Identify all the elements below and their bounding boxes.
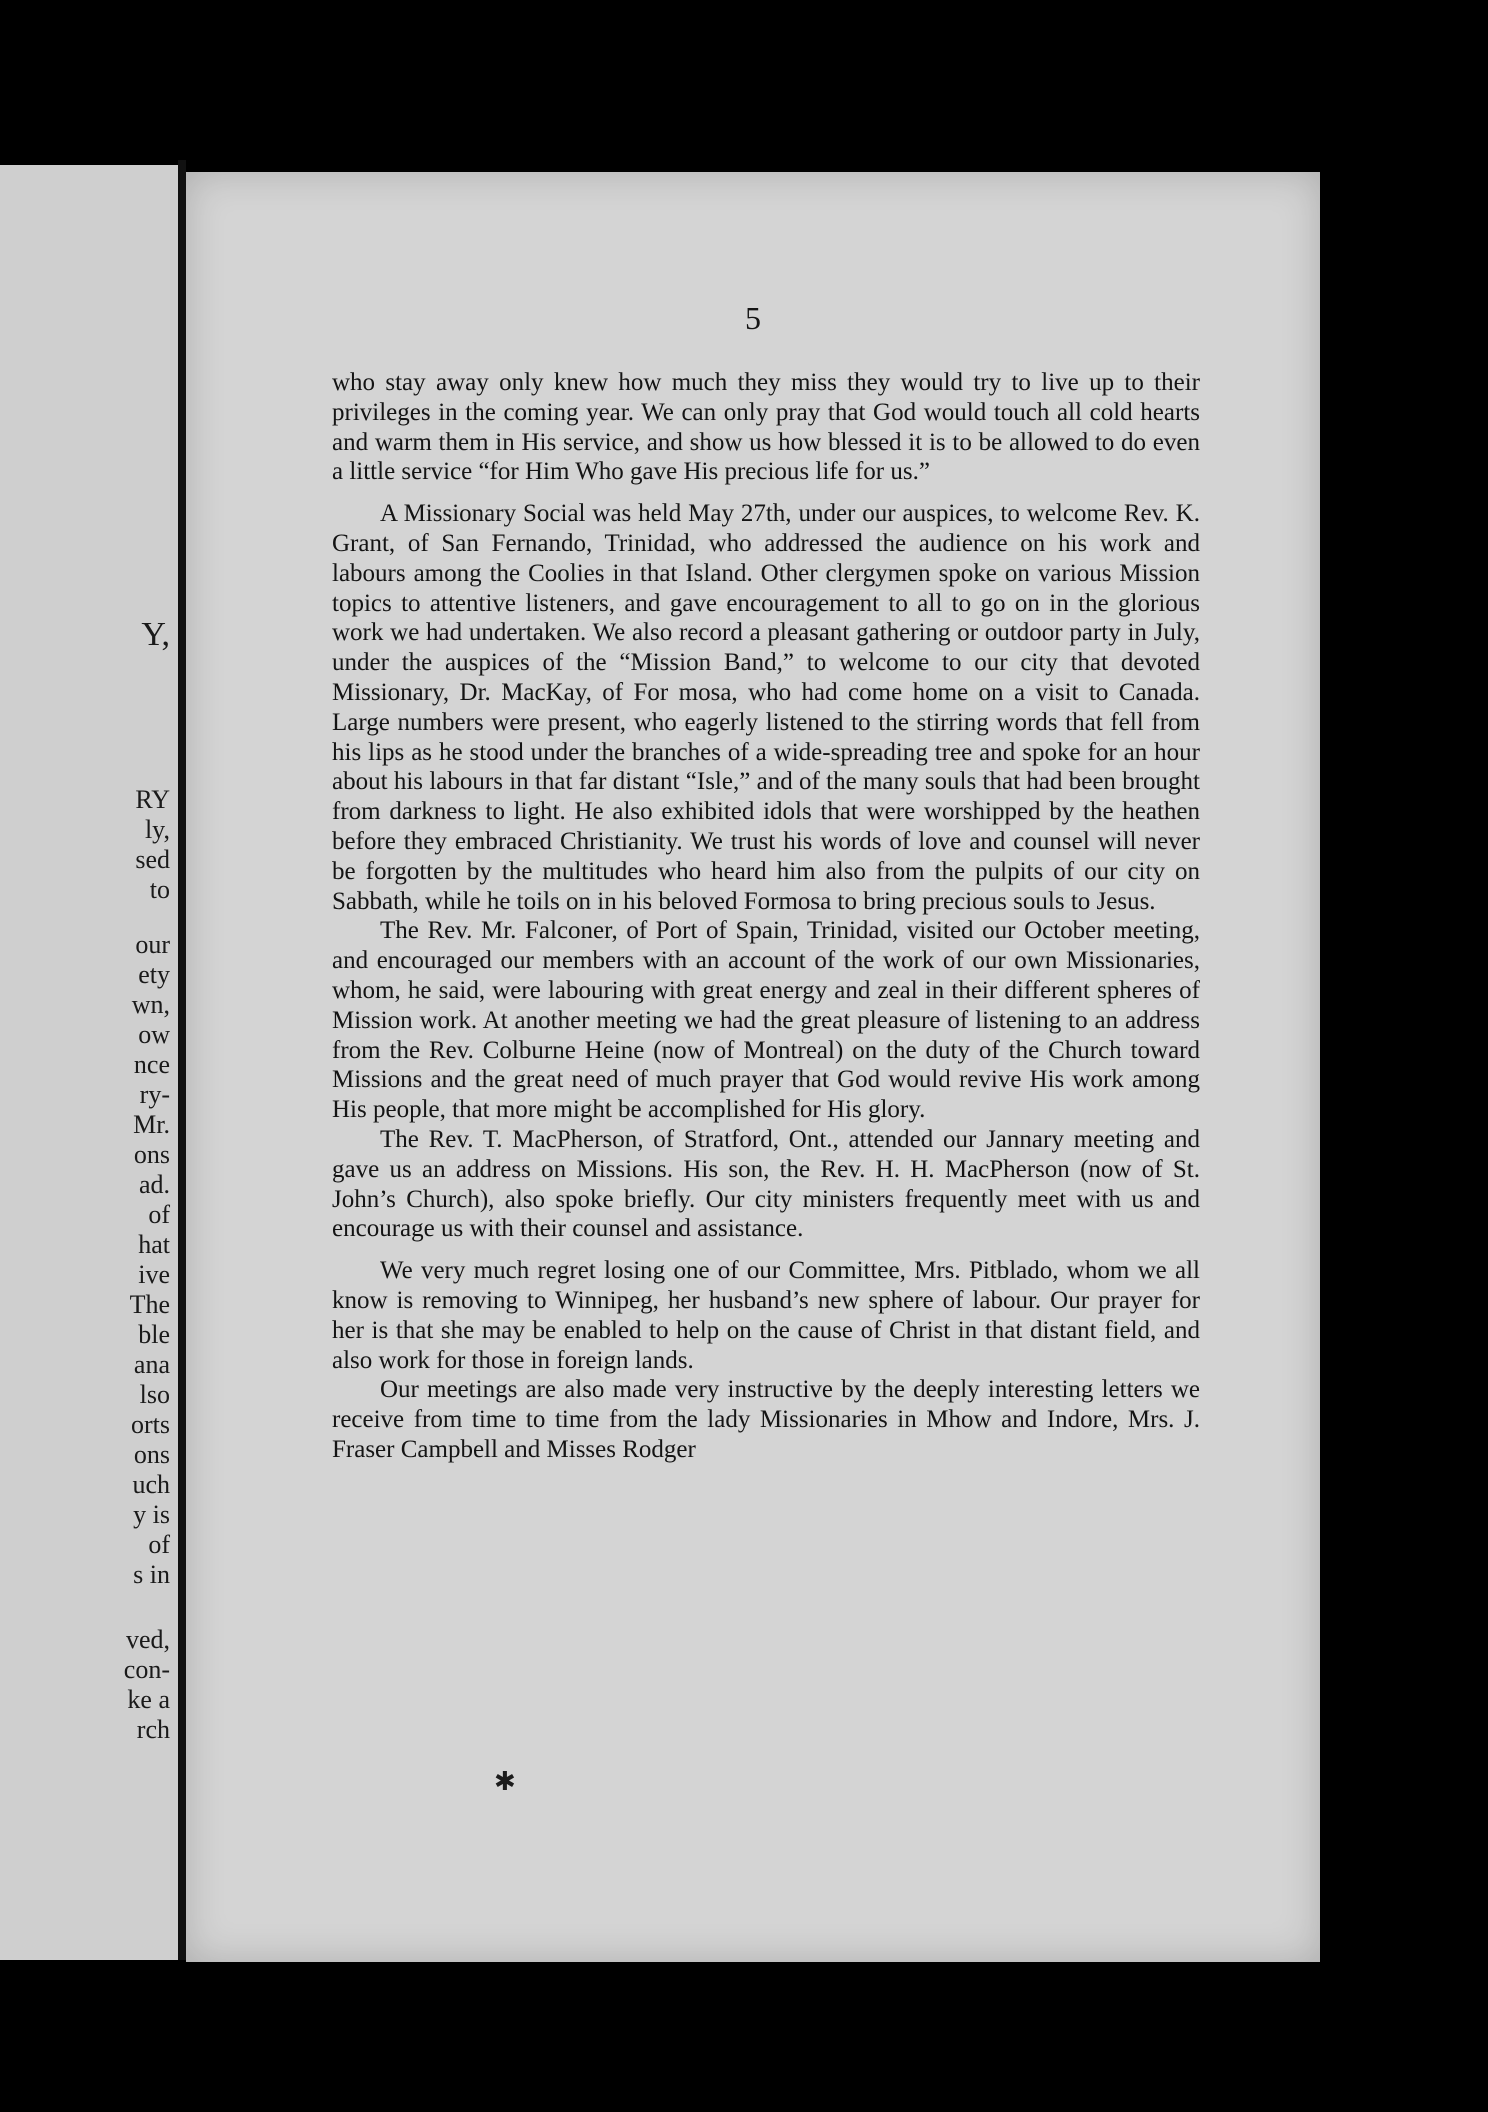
fragment-text: lso — [139, 1380, 170, 1409]
fragment-text: rch — [136, 1715, 170, 1744]
fragment-text: ive — [138, 1260, 170, 1289]
fragment-text: ow — [138, 1020, 170, 1049]
fragment-text: con- — [123, 1655, 170, 1684]
fragment-text: The — [129, 1290, 170, 1319]
fragment-text: orts — [131, 1410, 170, 1439]
paragraph: The Rev. T. MacPherson, of Stratford, Ont., attended our Jannary meeting and gave us an address on Missions. His son, the Rev. H. H. MacPherson (now of St. John’s Church), also spoke briefly. Our city ministers frequently meet with us and encourage us with their counsel and assistance. — [332, 1125, 1200, 1243]
page-gutter — [178, 160, 186, 1960]
fragment-text: ved, — [125, 1625, 170, 1654]
paragraph: We very much regret losing one of our Committee, Mrs. Pitblado, whom we all know is removing to Winnipeg, her husband’s new sphere of labour. Our prayer for her is that she may be enabled to help on the cause of Christ in that distant field, and also work for those in foreign lands. — [332, 1257, 1200, 1374]
ink-speck: ✱ — [494, 1767, 516, 1796]
paragraph: Our meetings are also made very instructive by the deeply interesting letters we receive from time to time from the lady Missionaries in Mhow and Indore, Mrs. J. Fraser Campbell and Misses Rodger — [332, 1376, 1200, 1463]
fragment-text: Y, — [141, 616, 170, 653]
paragraph: The Rev. Mr. Falconer, of Port of Spain, Trinidad, visited our October meeting, and encouraged our members with an account of the work of our own Missionaries, whom, he said, were labouring with great energy and zeal in their different spheres of Mission work. At another meeting we had the great pleasure of listening to an address from the Rev. Colburne Heine (now of Montreal) on the duty of the Church toward Missions and the great need of much prayer that God would revive His work among His people, that more might be accomplished for His glory. — [332, 917, 1200, 1124]
fragment-text: ry- — [139, 1080, 170, 1109]
fragment-text: ble — [138, 1320, 170, 1349]
fragment-text: sed — [135, 845, 170, 874]
fragment-text: Mr. — [133, 1110, 170, 1139]
document-page — [186, 172, 1320, 1962]
fragment-text: of — [148, 1200, 170, 1229]
fragment-text: ety — [138, 960, 170, 989]
fragment-text: of — [148, 1530, 170, 1559]
fragment-text: y is — [133, 1500, 170, 1529]
fragment-text: ana — [133, 1350, 170, 1379]
fragment-text: our — [135, 930, 170, 959]
fragment-text: ke a — [127, 1685, 170, 1714]
paragraph: who stay away only knew how much they miss they would try to live up to their privileges in the coming year. We can only pray that God would touch all cold hearts and warm them in His service, and show us how blessed it is to be allowed to do even a little service “for Him Who gave His precious life for us.” — [332, 369, 1200, 486]
fragment-text: ons — [133, 1440, 170, 1469]
fragment-text: ad. — [138, 1170, 170, 1199]
fragment-text: s in — [133, 1560, 170, 1589]
paragraph: A Missionary Social was held May 27th, under our auspices, to welcome Rev. K. Grant, of San Fernando, Trinidad, who addressed the audience on his work and labours among the Coolies in that Island. Other clergymen spoke on various Mission topics to attentive listeners, and gave encouragement to all to go on in the glorious work we had undertaken. We also record a pleasant gathering or outdoor party in July, under the auspices of the “Mission Band,” to welcome to our city that devoted Missionary, Dr. MacKay, of For mosa, who had come home on a visit to Canada. Large numbers were present, who eagerly listened to the stirring words that fell from his lips as he stood under the branches of a wide-spreading tree and spoke for an hour about his labours in that far distant “Isle,” and of the many souls that had been brought from darkness to light. He also exhibited idols that were worshipped by the heathen before they embraced Christianity. We trust his words of love and counsel will never be forgotten by the multitudes who heard him also from the pulpits of our city on Sabbath, while he toils on in his beloved Formosa to bring precious souls to Jesus. — [332, 500, 1200, 915]
fragment-text: nce — [133, 1050, 170, 1079]
fragment-text: RY — [135, 785, 170, 814]
fragment-text: to — [149, 875, 170, 904]
fragment-text: wn, — [131, 990, 170, 1019]
fragment-text: hat — [138, 1230, 170, 1259]
page-body — [332, 368, 1200, 1465]
page-number: 5 — [745, 300, 761, 336]
fragment-text: ly, — [144, 815, 170, 844]
fragment-text: uch — [132, 1470, 170, 1499]
fragment-text: ons — [133, 1140, 170, 1169]
facing-page-margin — [0, 165, 178, 1960]
